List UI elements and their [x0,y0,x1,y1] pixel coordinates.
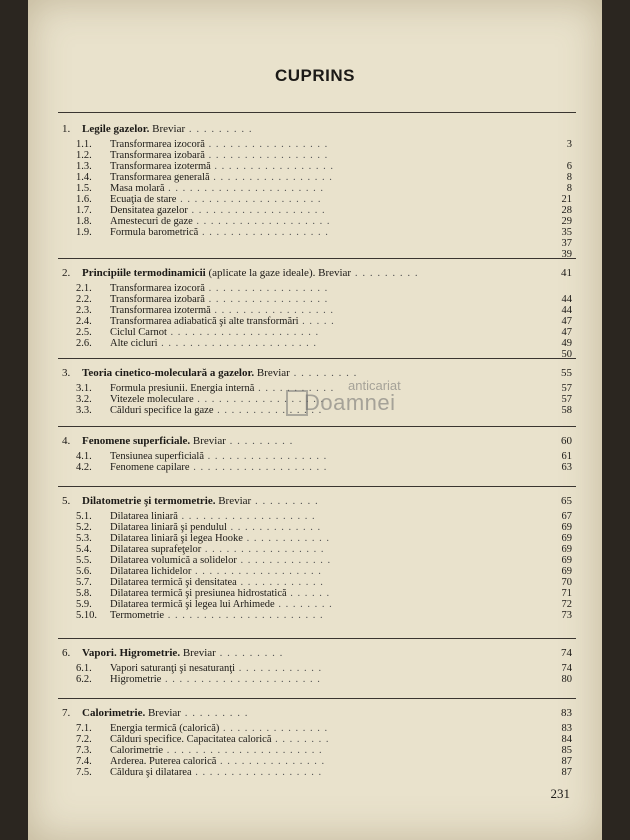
watermark-top-text: anticariat [348,378,401,393]
section-separator [58,698,576,699]
item-title: Termometrie [110,610,165,621]
leader-dots: . . . . . . . . . . . . . . . . . [210,161,335,172]
item-title: Amestecuri de gaze [110,216,193,227]
leader-dots: . . . . . . . . . . . . . . . [213,405,323,416]
chapter-title: Calorimetrie. [82,707,146,719]
toc-item-row[interactable] [62,610,572,621]
item-title: Căldura şi dilatarea [110,767,192,778]
item-page: 87 [561,767,572,778]
item-page: 50 [561,349,572,360]
item-title: Dilatarea termică şi legea lui Arhimede [110,599,275,610]
toc-item-row[interactable] [62,172,572,183]
toc-item-row[interactable] [62,294,572,305]
leader-dots: . . . . . . . . . . . . . . . . . [204,294,329,305]
item-number: 1.3. [76,161,92,172]
item-page: 8 [566,183,572,194]
item-title: Higrometrie [110,674,162,685]
item-number: 5.6. [76,566,92,577]
chapter-page: 74 [561,647,572,659]
item-title: Transformarea izocoră [110,283,205,294]
item-page: 70 [561,577,572,588]
leader-dots: . . . . . . . . . . . . . . . . . [204,150,329,161]
item-title: Dilatarea suprafeţelor [110,544,202,555]
leader-dots: . . . . . . . . . . . . . [226,522,322,533]
item-page: 58 [561,405,572,416]
leader-dots: . . . . . . . . . . . . . . . . . . [191,767,323,778]
chapter-subtitle: Breviar [145,707,181,719]
item-number: 7.4. [76,756,92,767]
toc-item-row[interactable] [62,588,572,599]
leader-dots: . . . . . . . . . [289,367,358,379]
item-page: 44 [561,305,572,316]
toc-item-row[interactable] [62,566,572,577]
item-number: 6.1. [76,663,92,674]
item-title: Dilatarea termică şi densitatea [110,577,237,588]
item-page: 37 [561,238,572,249]
item-page: 35 [561,227,572,238]
toc-item-row[interactable] [62,734,572,745]
item-number: 2.2. [76,294,92,305]
toc-item-row[interactable] [62,767,572,778]
item-title: Dilatarea volumică a solidelor [110,555,237,566]
item-number: 5.4. [76,544,92,555]
item-title: Calorimetrie [110,745,164,756]
item-page: 85 [561,745,572,756]
toc-chapter-row[interactable] [62,494,572,508]
item-number: 1.4. [76,172,92,183]
item-number: 1.9. [76,227,92,238]
item-page: 73 [561,610,572,621]
item-page: 49 [561,338,572,349]
toc-item-row[interactable] [62,674,572,685]
item-page: 67 [561,511,572,522]
leader-dots: . . . . . . . . . . . . . . . . . . . . . . [163,745,323,756]
leader-dots: . . . . . . . . . [225,435,294,447]
toc-section [62,706,572,778]
item-title: Vitezele moleculare [110,394,194,405]
item-page: 57 [561,383,572,394]
item-number: 5.7. [76,577,92,588]
item-title: Fenomene capilare [110,462,190,473]
chapter-page: 60 [561,435,572,447]
chapter-title: Fenomene superficiale. [82,435,191,447]
chapter-subtitle: Breviar [215,495,252,507]
toc-item-row[interactable] [62,522,572,533]
toc-item-row[interactable] [62,305,572,316]
item-page: 69 [561,566,572,577]
item-number: 1.8. [76,216,92,227]
section-separator [58,638,576,639]
chapter-title: Teoria cinetico-moleculară a gazelor. [82,367,255,379]
leader-dots: . . . . . . . . . . . . . . . . . . [191,566,322,577]
toc-item-row[interactable] [62,249,572,260]
item-title: Arderea. Puterea calorică [110,756,217,767]
item-page: 69 [561,522,572,533]
leader-dots: . . . . . . . . . . . . . . . . . [210,305,335,316]
toc-section [62,646,572,685]
leader-dots: . . . . . . . . . . . . . . . . . [201,544,325,555]
item-number: 6.2. [76,674,92,685]
toc-item-row[interactable] [62,183,572,194]
chapter-number: 2. [62,267,71,279]
toc-item-row[interactable] [62,745,572,756]
leader-dots: . . . . . . . . [271,734,330,745]
leader-dots: . . . . . . . . . . . . . . . . . . [198,227,329,238]
toc-item-row[interactable] [62,451,572,462]
toc-item-row[interactable] [62,194,572,205]
item-page: 74 [561,663,572,674]
item-title: Transformarea adiabatică şi alte transformări [110,316,299,327]
item-page: 71 [561,588,572,599]
item-page: 72 [561,599,572,610]
leader-dots: . . . . . . . . . [351,267,419,279]
chapter-subtitle: Breviar [180,647,216,659]
item-title: Vapori saturanţi şi nesaturanţi [110,663,236,674]
section-separator [58,486,576,487]
item-page: 87 [561,756,572,767]
leader-dots: . . . . . . . . . . . . . . . . . . . . . . [161,674,321,685]
item-number: 5.1. [76,511,92,522]
item-title: Tensiunea superficială [110,451,205,462]
leader-dots: . . . . . . . . [274,599,333,610]
item-number: 2.3. [76,305,92,316]
toc-item-row[interactable] [62,161,572,172]
page-number: 231 [550,786,570,801]
toc-item-row[interactable] [62,150,572,161]
chapter-number: 6. [62,647,71,659]
toc-section [62,266,572,360]
leader-dots: . . . . . . . . . . . . . . . . . . . . . . [164,183,325,194]
chapter-subtitle: Breviar [190,435,226,447]
item-page: 47 [561,316,572,327]
item-title: Energia termică (calorică) [110,723,220,734]
leader-dots: . . . . . . . . . [215,647,284,659]
item-number: 5.3. [76,533,92,544]
item-title: Transformarea izobară [110,294,205,305]
item-number: 4.2. [76,462,92,473]
item-number: 2.5. [76,327,92,338]
item-page: 69 [561,555,572,566]
chapter-title: Principiile termodinamicii [82,267,206,279]
item-page: 8 [566,172,572,183]
item-number: 3.1. [76,383,92,394]
chapter-subtitle: (aplicate la gaze ideale). Breviar [205,267,352,279]
toc-item-row[interactable] [62,327,572,338]
leader-dots: . . . . . . . . . . . . . . . . . . . . . [166,327,320,338]
toc-chapter-row[interactable] [62,646,572,660]
leader-dots: . . . . . . . . . [185,123,253,135]
item-page: 28 [561,205,572,216]
chapter-page: 41 [561,267,572,279]
item-title: Dilatarea lichidelor [110,566,192,577]
item-title: Transformarea izocoră [110,139,205,150]
toc-item-row[interactable] [62,533,572,544]
item-page: 80 [561,674,572,685]
toc-item-row[interactable] [62,316,572,327]
leader-dots: . . . . . . . . . . . . . . . . . . . [187,205,326,216]
toc-item-row[interactable] [62,139,572,150]
toc-item-row[interactable] [62,238,572,249]
item-title: Dilatarea liniară şi legea Hooke [110,533,243,544]
toc-item-row[interactable] [62,205,572,216]
toc-item-row[interactable] [62,599,572,610]
item-page: 47 [561,327,572,338]
chapter-number: 4. [62,435,71,447]
leader-dots: . . . . . . . . . . . . [242,533,330,544]
chapter-subtitle: Breviar [149,123,186,135]
item-page: 21 [561,194,572,205]
item-number: 7.5. [76,767,92,778]
toc-item-row[interactable] [62,577,572,588]
item-page: 3 [566,139,572,150]
item-number: 3.2. [76,394,92,405]
item-title: Densitatea gazelor [110,205,188,216]
item-title: Ciclul Carnot [110,327,167,338]
leader-dots: . . . . . . . . . . . . . . . . . . . . [176,194,322,205]
item-number: 1.1. [76,139,92,150]
leader-dots: . . . . . . . . . . . . . . . . . [209,172,333,183]
item-number: 2.6. [76,338,92,349]
item-title: Alte cicluri [110,338,158,349]
toc-item-row[interactable] [62,511,572,522]
item-number: 4.1. [76,451,92,462]
chapter-page: 65 [561,495,572,507]
item-number: 1.7. [76,205,92,216]
item-page: 57 [561,394,572,405]
toc-section [62,494,572,621]
leader-dots: . . . . . . . . . . . . . . . . . . [193,394,325,405]
item-title: Dilatarea liniară şi pendulul [110,522,227,533]
watermark [286,378,436,438]
item-number: 5.9. [76,599,92,610]
leader-dots: . . . . . . . . . . . . . . . [219,723,329,734]
item-page: 29 [561,216,572,227]
item-title: Transformarea generală [110,172,210,183]
toc-item-row[interactable] [62,756,572,767]
item-page: 69 [561,533,572,544]
leader-dots: . . . . . . . . . . . . . . . . . . . [192,216,331,227]
item-number: 3.3. [76,405,92,416]
item-number: 1.6. [76,194,92,205]
item-title: Formula presiunii. Energia internă [110,383,255,394]
item-page: 84 [561,734,572,745]
item-page: 44 [561,294,572,305]
item-number: 5.10. [76,610,97,621]
chapter-subtitle: Breviar [254,367,290,379]
item-number: 7.3. [76,745,92,756]
item-page: 61 [561,451,572,462]
toc-section [62,122,572,260]
toc-item-row[interactable] [62,227,572,238]
leader-dots: . . . . . . . . . . . . . . . . . . . [177,511,316,522]
item-title: Transformarea izotermă [110,305,211,316]
item-page: 39 [561,249,572,260]
toc-item-row[interactable] [62,216,572,227]
chapter-number: 7. [62,707,71,719]
item-title: Călduri specifice la gaze [110,405,214,416]
leader-dots: . . . . . . . . . . . . . . . . . [204,451,328,462]
item-number: 1.5. [76,183,92,194]
item-number: 5.2. [76,522,92,533]
item-page: 63 [561,462,572,473]
leader-dots: . . . . . . . . . . . . [235,663,323,674]
chapter-title: Vapori. Higrometrie. [82,647,181,659]
section-separator [58,112,576,113]
chapter-number: 5. [62,495,71,507]
item-title: Formula barometrică [110,227,199,238]
toc-chapter-row[interactable] [62,706,572,720]
leader-dots: . . . . . [298,316,335,327]
chapter-page: 55 [561,367,572,379]
chapter-page: 83 [561,707,572,719]
item-title: Masa molară [110,183,165,194]
leader-dots: . . . . . . . . . . . . . [236,555,332,566]
chapter-number: 1. [62,123,71,135]
toc-item-row[interactable] [62,349,572,360]
leader-dots: . . . . . . [286,588,331,599]
item-number: 1.2. [76,150,92,161]
leader-dots: . . . . . . . . . . . . . . . . . . . . . . [157,338,318,349]
item-page: 6 [566,161,572,172]
leader-dots: . . . . . . . . . . . . . . . . . [204,283,329,294]
toc-item-row[interactable] [62,544,572,555]
leader-dots: . . . . . . . . . . . . . . . . . . . [189,462,328,473]
leader-dots: . . . . . . . . . . . [254,383,335,394]
page-title: CUPRINS [274,66,355,85]
item-title: Călduri specifice. Capacitatea calorică [110,734,272,745]
leader-dots: . . . . . . . . . [251,495,319,507]
item-number: 5.8. [76,588,92,599]
item-page: 69 [561,544,572,555]
item-number: 5.5. [76,555,92,566]
item-page: 83 [561,723,572,734]
item-number: 7.2. [76,734,92,745]
item-title: Dilatarea liniară [110,511,178,522]
chapter-number: 3. [62,367,71,379]
leader-dots: . . . . . . . . . . . . . . . [216,756,326,767]
leader-dots: . . . . . . . . . . . . . . . . . [204,139,329,150]
toc-item-row[interactable] [62,555,572,566]
toc-item-row[interactable] [62,283,572,294]
book-page [28,0,602,840]
item-title: Transformarea izobară [110,150,205,161]
watermark-main-text: Doamnei [304,390,396,415]
leader-dots: . . . . . . . . . . . . . . . . . . . . . . [164,610,324,621]
chapter-title: Dilatometrie şi termometrie. [82,495,216,507]
item-title: Ecuaţia de stare [110,194,177,205]
item-title: Dilatarea termică şi presiunea hidrostatică [110,588,287,599]
item-title: Transformarea izotermă [110,161,211,172]
item-number: 2.4. [76,316,92,327]
leader-dots: . . . . . . . . . [180,707,249,719]
toc-chapter-row[interactable] [62,266,572,280]
item-number: 7.1. [76,723,92,734]
item-number: 2.1. [76,283,92,294]
toc-item-row[interactable] [62,338,572,349]
toc-item-row[interactable] [62,663,572,674]
toc-item-row[interactable] [62,462,572,473]
toc-chapter-row[interactable] [62,122,572,136]
toc-section [62,434,572,473]
chapter-title: Legile gazelor. [82,123,150,135]
toc-item-row[interactable] [62,723,572,734]
leader-dots: . . . . . . . . . . . . [236,577,324,588]
